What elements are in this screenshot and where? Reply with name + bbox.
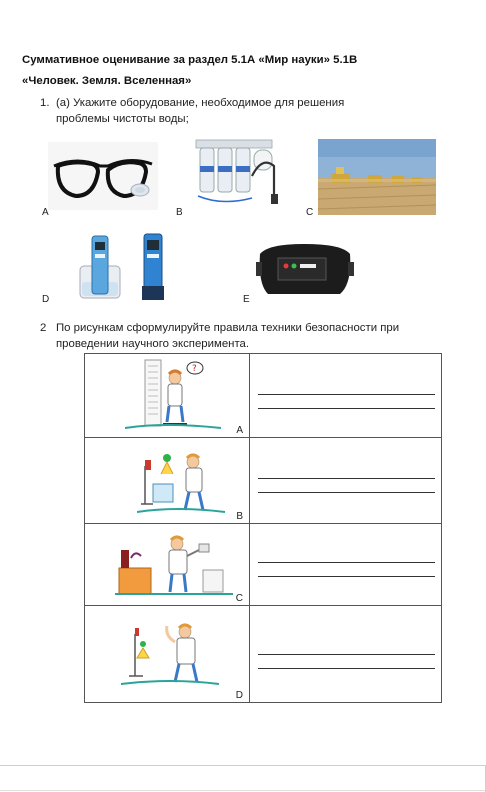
section-title-line2: «Человек. Земля. Вселенная» — [22, 75, 192, 87]
table-row — [85, 354, 442, 438]
answer-line — [258, 562, 435, 563]
answer-line — [258, 408, 435, 409]
row-a-label: A — [236, 425, 243, 436]
answer-line — [258, 394, 435, 395]
table-row — [85, 606, 442, 703]
ph-meter-icon — [76, 230, 174, 302]
answer-cell[interactable] — [250, 438, 442, 524]
safety-goggles-icon — [256, 236, 354, 300]
scientist-pouring-chemicals-icon — [115, 528, 235, 598]
table-row — [85, 524, 442, 606]
section-title-line1: Суммативное оценивание за раздел 5.1А «Мир науки» 5.1В — [22, 54, 358, 66]
picture-cell — [85, 354, 250, 438]
question1-text-line2: проблемы чистоты воды; — [56, 113, 189, 125]
figure-a-label: A — [42, 207, 49, 218]
picture-cell — [85, 438, 250, 524]
scientist-reading-long-scroll-icon — [125, 358, 223, 432]
picture-cell — [85, 606, 250, 703]
figure-d-label: D — [42, 294, 50, 305]
answer-line — [258, 654, 435, 655]
table-row — [85, 438, 442, 524]
figure-e-label: E — [243, 294, 250, 305]
eyeglasses-icon — [48, 142, 158, 210]
row-c-label: C — [235, 593, 243, 604]
safety-rules-table — [84, 353, 442, 703]
page-separator — [0, 790, 486, 791]
scientist-heating-flask-icon — [137, 444, 227, 518]
question2-text-line2: проведении научного эксперимента. — [56, 338, 250, 350]
water-filter-icon — [192, 136, 294, 210]
answer-cell[interactable] — [250, 524, 442, 606]
figure-c-label: C — [306, 207, 314, 218]
svg-text:?: ? — [192, 364, 197, 374]
question1-text-line1: (а) Укажите оборудование, необходимое для решения — [56, 97, 345, 109]
picture-cell — [85, 524, 250, 606]
page-separator — [0, 765, 486, 766]
scientist-smelling-flask-icon — [121, 614, 221, 690]
combine-harvesters-field-icon — [318, 139, 436, 215]
row-d-label: D — [235, 690, 243, 701]
question2-text-line1: По рисункам сформулируйте правила техники безопасности при — [56, 322, 400, 334]
answer-cell[interactable] — [250, 606, 442, 703]
question1-number: 1. — [40, 97, 50, 109]
answer-line — [258, 576, 435, 577]
row-b-label: B — [236, 511, 243, 522]
answer-line — [258, 668, 435, 669]
answer-line — [258, 492, 435, 493]
answer-line — [258, 478, 435, 479]
answer-cell[interactable] — [250, 354, 442, 438]
question2-number: 2 — [40, 322, 47, 334]
figure-b-label: B — [176, 207, 183, 218]
